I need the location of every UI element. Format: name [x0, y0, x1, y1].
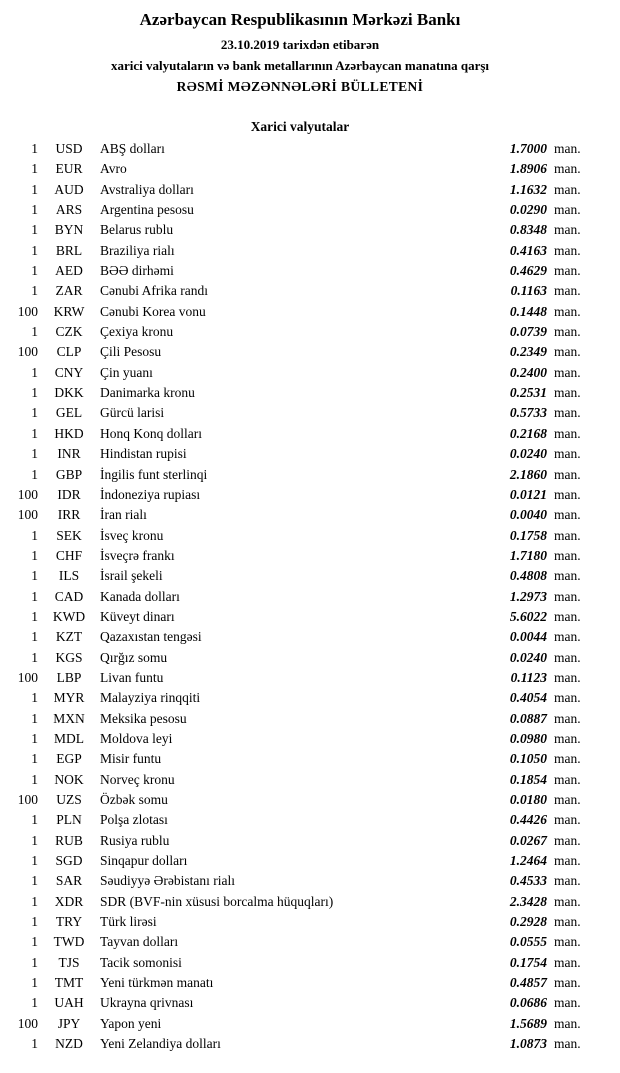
currency-code: ZAR — [55, 283, 83, 299]
currency-name: Kanada dolları — [100, 588, 180, 604]
currency-quantity: 1 — [31, 608, 38, 624]
currency-quantity: 1 — [31, 161, 38, 177]
currency-rate: 0.8348 — [509, 222, 547, 238]
currency-rate: 0.2400 — [509, 364, 547, 380]
currency-unit: man. — [554, 181, 581, 197]
currency-unit: man. — [554, 1036, 581, 1052]
currency-quantity: 1 — [31, 181, 38, 197]
currency-rate: 0.1123 — [510, 669, 547, 685]
currency-rate: 1.2973 — [509, 588, 547, 604]
currency-code: NOK — [54, 771, 84, 787]
currency-code: AUD — [54, 181, 84, 197]
currency-name: Meksika pesosu — [100, 710, 187, 726]
currency-code: KWD — [52, 608, 86, 624]
currency-name: Avro — [100, 161, 127, 177]
currency-rate: 0.0121 — [509, 486, 547, 502]
currency-name: Yeni türkmən manatı — [100, 975, 214, 991]
currency-code: ILS — [58, 568, 80, 584]
currency-name: Belarus rublu — [100, 222, 174, 238]
currency-quantity: 100 — [17, 792, 38, 807]
currency-name: Gürcü larisi — [100, 405, 165, 421]
currency-code: PLN — [56, 812, 82, 828]
currency-name: Avstraliya dolları — [100, 181, 194, 197]
currency-quantity: 1 — [31, 893, 38, 909]
currency-rate: 2.3428 — [509, 893, 547, 909]
currency-unit: man. — [554, 730, 581, 746]
currency-rate: 0.4163 — [509, 242, 547, 258]
currency-row — [8, 566, 592, 586]
currency-quantity: 1 — [31, 751, 38, 767]
currency-unit: man. — [554, 222, 581, 238]
currency-code: JPY — [57, 1015, 81, 1031]
currency-unit: man. — [554, 141, 581, 156]
currency-row — [8, 180, 592, 200]
currency-row — [8, 993, 592, 1013]
currency-rate: 0.0240 — [509, 649, 547, 665]
currency-quantity: 1 — [31, 263, 38, 279]
currency-quantity: 1 — [31, 568, 38, 584]
currency-quantity: 1 — [31, 995, 38, 1011]
currency-unit: man. — [554, 547, 581, 563]
currency-row — [8, 688, 592, 708]
currency-quantity: 1 — [31, 954, 38, 970]
currency-row — [8, 790, 592, 810]
currency-unit: man. — [554, 792, 581, 807]
currency-rate: 0.0267 — [509, 832, 547, 848]
currency-unit: man. — [554, 954, 581, 970]
currency-rate: 0.0240 — [509, 446, 547, 462]
currency-row — [8, 261, 592, 281]
currency-rate: 0.5733 — [509, 405, 547, 421]
currency-code: ARS — [55, 202, 83, 218]
currency-unit: man. — [554, 364, 581, 380]
currency-name: İndoneziya rupiası — [100, 486, 201, 502]
currency-name: Çin yuanı — [100, 364, 153, 380]
currency-code: XDR — [54, 893, 84, 909]
currency-unit: man. — [554, 303, 581, 319]
currency-unit: man. — [554, 608, 581, 624]
currency-rate: 0.0555 — [509, 934, 547, 950]
currency-row — [8, 403, 592, 423]
currency-row — [8, 159, 592, 179]
currency-row — [8, 546, 592, 566]
currency-row — [8, 1014, 592, 1034]
currency-rate: 0.4533 — [509, 873, 547, 889]
currency-quantity: 100 — [17, 486, 38, 502]
currency-row — [8, 587, 592, 607]
currency-quantity: 1 — [31, 202, 38, 218]
currency-quantity: 1 — [31, 405, 38, 421]
currency-row — [8, 932, 592, 952]
currency-rate: 1.5689 — [509, 1015, 547, 1031]
currency-rate: 0.0290 — [509, 202, 547, 218]
currency-unit: man. — [554, 568, 581, 584]
currency-rate: 0.1854 — [509, 771, 547, 787]
currency-code: INR — [57, 446, 81, 462]
currency-name: Livan funtu — [100, 669, 164, 685]
currency-rate: 5.6022 — [509, 608, 547, 624]
currency-name: Özbək somu — [100, 792, 168, 807]
currency-quantity: 1 — [31, 934, 38, 950]
currency-unit: man. — [554, 771, 581, 787]
currency-name: Cənubi Korea vonu — [100, 303, 206, 319]
currency-unit: man. — [554, 507, 581, 523]
currency-name: Çili Pesosu — [100, 344, 162, 360]
currency-row — [8, 1034, 592, 1054]
currency-quantity: 1 — [31, 466, 38, 482]
currency-name: İran rialı — [100, 507, 147, 523]
currency-rate: 0.2349 — [509, 344, 547, 360]
currency-name: Ukrayna qrivnası — [100, 995, 194, 1011]
currency-row — [8, 810, 592, 830]
currency-unit: man. — [554, 669, 581, 685]
currency-code: UZS — [56, 792, 82, 807]
currency-unit: man. — [554, 873, 581, 889]
currency-unit: man. — [554, 629, 581, 645]
currency-unit: man. — [554, 995, 581, 1011]
currency-quantity: 1 — [31, 873, 38, 889]
currency-name: Misir funtu — [100, 751, 162, 767]
currency-unit: man. — [554, 446, 581, 462]
currency-rate: 0.2531 — [509, 385, 547, 401]
currency-name: Küveyt dinarı — [100, 608, 175, 624]
currency-unit: man. — [554, 751, 581, 767]
currency-quantity: 1 — [31, 324, 38, 340]
currency-unit: man. — [554, 914, 581, 930]
currency-name: Sinqapur dolları — [100, 853, 188, 869]
currency-rate: 0.0739 — [509, 324, 547, 340]
currency-quantity: 1 — [31, 832, 38, 848]
currency-code: TJS — [58, 954, 80, 970]
currency-rate: 0.1754 — [509, 954, 547, 970]
currency-row — [8, 627, 592, 647]
currency-code: UAH — [54, 995, 84, 1011]
currency-name: Qırğız somu — [100, 649, 168, 665]
currency-rate: 0.1758 — [509, 527, 547, 543]
currency-quantity: 1 — [31, 914, 38, 930]
currency-code: MXN — [53, 710, 85, 726]
effective-date: 23.10.2019 tarixdən etibarən — [220, 37, 380, 52]
currency-unit: man. — [554, 588, 581, 604]
currency-row — [8, 322, 592, 342]
currency-quantity: 1 — [31, 690, 38, 706]
currency-unit: man. — [554, 812, 581, 828]
currency-row — [8, 241, 592, 261]
currency-code: TRY — [55, 914, 83, 930]
currency-code: MYR — [53, 690, 85, 706]
currency-name: Braziliya rialı — [100, 242, 175, 258]
currency-code: IRR — [57, 507, 81, 523]
currency-row — [8, 729, 592, 749]
currency-row — [8, 749, 592, 769]
currency-row — [8, 342, 592, 362]
currency-row — [8, 139, 592, 159]
currency-unit: man. — [554, 893, 581, 909]
currency-unit: man. — [554, 324, 581, 340]
currency-code: RUB — [55, 832, 83, 848]
currency-code: KZT — [55, 629, 83, 645]
currency-unit: man. — [554, 832, 581, 848]
currency-name: Səudiyyə Ərəbistanı rialı — [100, 873, 235, 889]
bulletin-subtitle: xarici valyutaların və bank metallarının Azərbaycan manatına qarşı — [110, 58, 490, 73]
currency-unit: man. — [554, 975, 581, 991]
currency-quantity: 1 — [31, 527, 38, 543]
currency-unit: man. — [554, 853, 581, 869]
currency-name: Tacik somonisi — [100, 954, 182, 970]
currency-unit: man. — [554, 710, 581, 726]
currency-row — [8, 648, 592, 668]
currency-name: Çexiya kronu — [100, 324, 174, 340]
currency-code: IDR — [57, 486, 81, 502]
currency-name: Argentina pesosu — [100, 202, 194, 218]
currency-rate: 0.4857 — [509, 975, 547, 991]
bulletin-name: RƏSMİ MƏZƏNNƏLƏRİ BÜLLETENİ — [176, 79, 424, 94]
currency-name: İsveçrə frankı — [100, 547, 175, 563]
currency-code: CZK — [55, 324, 83, 340]
currency-quantity: 100 — [17, 1015, 38, 1031]
currency-quantity: 1 — [31, 771, 38, 787]
currency-quantity: 1 — [31, 629, 38, 645]
currency-row — [8, 526, 592, 546]
currency-code: EGP — [56, 751, 82, 767]
currency-code: HKD — [54, 425, 84, 441]
currency-row — [8, 200, 592, 220]
currency-name: Hindistan rupisi — [100, 446, 187, 462]
currency-name: Honq Konq dolları — [100, 425, 202, 441]
currency-row — [8, 505, 592, 525]
currency-rate: 0.1163 — [510, 283, 547, 299]
currency-rate: 0.0887 — [509, 710, 547, 726]
currency-unit: man. — [554, 242, 581, 258]
currency-code: CNY — [54, 364, 84, 380]
currency-unit: man. — [554, 527, 581, 543]
currency-row — [8, 912, 592, 932]
currency-quantity: 1 — [31, 364, 38, 380]
currency-name: SDR (BVF-nin xüsusi borcalma hüquqları) — [100, 893, 334, 909]
currency-code: BYN — [54, 222, 84, 238]
currency-unit: man. — [554, 263, 581, 279]
currency-rate: 1.2464 — [509, 853, 547, 869]
currency-code: USD — [55, 141, 83, 156]
currency-code: GEL — [55, 405, 83, 421]
currency-row — [8, 383, 592, 403]
currency-code: CHF — [55, 547, 83, 563]
currency-unit: man. — [554, 161, 581, 177]
currency-rate: 0.1050 — [509, 751, 547, 767]
currency-code: SGD — [55, 853, 83, 869]
currency-code: LBP — [56, 669, 82, 685]
currency-rate: 1.8906 — [509, 161, 547, 177]
currency-quantity: 1 — [31, 222, 38, 238]
currency-unit: man. — [554, 405, 581, 421]
currency-name: İsrail şekeli — [100, 568, 163, 584]
currency-name: Yapon yeni — [100, 1015, 162, 1031]
currency-row — [8, 709, 592, 729]
currency-code: MDL — [54, 730, 84, 746]
currency-name: Türk lirəsi — [100, 914, 157, 930]
currency-unit: man. — [554, 283, 581, 299]
currency-rate: 0.0686 — [509, 995, 547, 1011]
currency-quantity: 1 — [31, 649, 38, 665]
currency-code: NZD — [55, 1036, 83, 1052]
currency-quantity: 100 — [17, 303, 38, 319]
currency-quantity: 1 — [31, 975, 38, 991]
currency-row — [8, 302, 592, 322]
currency-name: ABŞ dolları — [100, 141, 165, 156]
currency-rate: 1.7180 — [509, 547, 547, 563]
currency-code: KRW — [53, 303, 85, 319]
currency-row — [8, 444, 592, 464]
currency-code: SAR — [55, 873, 83, 889]
currency-rate: 0.4426 — [509, 812, 547, 828]
currency-row — [8, 973, 592, 993]
currency-code: DKK — [54, 385, 84, 401]
currency-table — [8, 139, 592, 1054]
currency-rate: 0.0040 — [509, 507, 547, 523]
currency-rate: 0.2168 — [509, 425, 547, 441]
currency-quantity: 1 — [31, 242, 38, 258]
currency-unit: man. — [554, 486, 581, 502]
currency-name: Qazaxıstan tengəsi — [100, 629, 202, 645]
currency-name: Rusiya rublu — [100, 832, 170, 848]
currency-quantity: 1 — [31, 385, 38, 401]
currency-unit: man. — [554, 344, 581, 360]
currency-row — [8, 465, 592, 485]
currency-unit: man. — [554, 690, 581, 706]
bank-title: Azərbaycan Respublikasının Mərkəzi Bankı — [139, 10, 461, 29]
currency-quantity: 1 — [31, 141, 38, 156]
currency-code: TMT — [54, 975, 84, 991]
currency-unit: man. — [554, 425, 581, 441]
currency-row — [8, 831, 592, 851]
currency-name: Polşa zlotası — [100, 812, 168, 828]
currency-row — [8, 607, 592, 627]
currency-row — [8, 485, 592, 505]
currency-rate: 1.1632 — [509, 181, 547, 197]
currency-quantity: 1 — [31, 547, 38, 563]
currency-row — [8, 220, 592, 240]
currency-row — [8, 953, 592, 973]
currency-quantity: 100 — [17, 507, 38, 523]
currency-code: TWD — [53, 934, 85, 950]
currency-quantity: 100 — [17, 344, 38, 360]
currency-rate: 0.2928 — [509, 914, 547, 930]
currency-unit: man. — [554, 466, 581, 482]
currency-quantity: 1 — [31, 730, 38, 746]
currency-row — [8, 281, 592, 301]
currency-unit: man. — [554, 649, 581, 665]
currency-quantity: 1 — [31, 588, 38, 604]
currency-row — [8, 668, 592, 688]
currency-code: AED — [55, 263, 83, 279]
currency-name: Yeni Zelandiya dolları — [100, 1036, 221, 1052]
currency-row — [8, 424, 592, 444]
currency-rate: 0.1448 — [509, 303, 547, 319]
currency-name: Danimarka kronu — [100, 385, 195, 401]
currency-rate: 0.4629 — [509, 263, 547, 279]
currency-rate: 1.0873 — [509, 1036, 547, 1052]
currency-name: İsveç kronu — [100, 527, 164, 543]
currency-unit: man. — [554, 385, 581, 401]
currency-unit: man. — [554, 202, 581, 218]
currency-rate: 1.7000 — [509, 141, 547, 156]
currency-rate: 0.4054 — [509, 690, 547, 706]
currency-quantity: 1 — [31, 446, 38, 462]
currency-name: Tayvan dolları — [100, 934, 179, 950]
currency-rate: 0.0980 — [509, 730, 547, 746]
currency-quantity: 1 — [31, 283, 38, 299]
currency-row — [8, 892, 592, 912]
currency-name: İngilis funt sterlinqi — [100, 466, 208, 482]
currency-row — [8, 770, 592, 790]
currency-name: Moldova leyi — [100, 730, 173, 746]
currency-quantity: 1 — [31, 710, 38, 726]
currency-row — [8, 871, 592, 891]
currency-unit: man. — [554, 1015, 581, 1031]
currency-code: GBP — [55, 466, 83, 482]
currency-code: CLP — [56, 344, 82, 360]
currency-rate: 0.0180 — [509, 792, 547, 807]
currency-name: BƏƏ dirhəmi — [100, 263, 174, 279]
currency-name: Norveç kronu — [100, 771, 175, 787]
currency-code: SEK — [56, 527, 82, 543]
currency-quantity: 100 — [17, 669, 38, 685]
currency-row — [8, 851, 592, 871]
bulletin-header — [8, 10, 592, 95]
currency-unit: man. — [554, 934, 581, 950]
currency-quantity: 1 — [31, 1036, 38, 1052]
currency-quantity: 1 — [31, 812, 38, 828]
currency-rate: 0.4808 — [509, 568, 547, 584]
currency-rate: 0.0044 — [509, 629, 547, 645]
currency-quantity: 1 — [31, 425, 38, 441]
currency-row — [8, 363, 592, 383]
currency-rate: 2.1860 — [509, 466, 547, 482]
currency-name: Cənubi Afrika randı — [100, 283, 208, 299]
currency-name: Malayziya rinqqiti — [100, 690, 201, 706]
currency-quantity: 1 — [31, 853, 38, 869]
currency-code: CAD — [54, 588, 84, 604]
section-title-foreign-currencies: Xarici valyutalar — [250, 119, 350, 134]
currency-code: BRL — [55, 242, 83, 258]
currency-code: KGS — [55, 649, 83, 665]
currency-code: EUR — [55, 161, 83, 177]
